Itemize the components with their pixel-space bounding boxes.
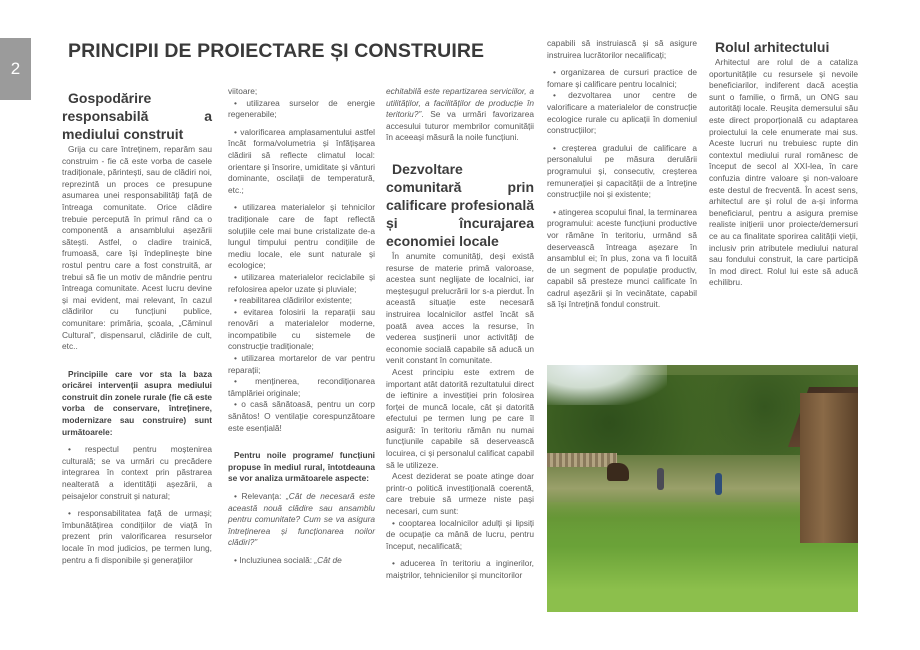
paragraph xyxy=(228,491,375,549)
text-run: Pentru noile programe/ funcțiuni propuse în mediul rural, întotdeauna se vor analiza următoarele aspecte: xyxy=(228,450,375,484)
paragraph xyxy=(386,471,534,517)
paragraph xyxy=(228,399,375,434)
text-run: • respectul pentru moștenirea culturală; se va urmări cu precădere integrarea în context prin păstrarea nealterată a identității așezării, a peisajelor construit și natural; xyxy=(62,444,212,501)
paragraph xyxy=(62,444,212,502)
text-run: • responsabilitatea față de urmași; îmbunătățirea condițiilor de viață în prezent prin valorificarea resurselor locale în mod judicios, pe termen lung, pentru a fi disponibile și generațiilor xyxy=(62,508,212,565)
text-run: Acest deziderat se poate atinge doar printr-o politică investițională coerentă, care trebuie să urmeze niste pași necesari, cum sunt: xyxy=(386,471,534,517)
paragraph xyxy=(62,508,212,566)
paragraph xyxy=(228,86,375,98)
text-column-5 xyxy=(709,38,858,289)
paragraph xyxy=(228,127,375,197)
text-run: • aducerea în teritoriu a inginerilor, maiștrilor, tehnicienilor și muncitorilor xyxy=(386,558,534,580)
text-run: • Incluziunea socială: xyxy=(234,554,315,565)
text-run: În anumite comunități, deși există resurse de materie primă valoroase, acestea sunt neglijate de localnici, iar meșteșugul prelucrării lor s-a pierdut. În această situație este necesară instruirea localnicilor astfel încât să poată avea acces la resurse, în vederea susținerii unor activități de economie socială capabile să aducă un venit constant în comunitate. xyxy=(386,250,534,366)
italic-quote: echitabilă este repartizarea serviciilor, a utilităților, a facilităților de producție în teritoriu?” xyxy=(386,86,534,120)
text-run: • valorificarea amplasamentului astfel încât forma/volumetria și înfățișarea clădirii să reflecte climatul local: orientare și însorire, umiditate și vânturi dominante, oscilații de temperatură, etc.; xyxy=(228,126,375,195)
section-heading xyxy=(62,89,212,143)
bold-intro-paragraph xyxy=(62,369,212,439)
rural-construction-photo xyxy=(547,365,858,612)
paragraph xyxy=(228,98,375,121)
paragraph xyxy=(547,38,697,61)
paragraph xyxy=(386,518,534,553)
italic-quote: „Cât de xyxy=(314,554,342,565)
text-column-1 xyxy=(62,89,212,566)
paragraph xyxy=(228,202,375,272)
text-column-2 xyxy=(228,86,375,567)
bold-intro-paragraph xyxy=(228,450,375,485)
photo-barn xyxy=(800,393,858,543)
section-heading xyxy=(709,38,858,56)
paragraph xyxy=(386,367,534,471)
photo-worker xyxy=(657,468,664,490)
photo-worker xyxy=(715,473,722,495)
paragraph xyxy=(547,143,697,201)
text-run: viitoare; xyxy=(228,86,258,96)
text-run: Dezvoltare comunitară prin calificare profesională și încurajarea economiei locale xyxy=(386,160,534,249)
paragraph xyxy=(386,558,534,581)
text-run: • atingerea scopului final, la terminarea programului: aceste funcțiuni productive vor rămâne în teritoriu, urmând să deservească întreaga așezare în ansamblul ei; în plus, zona va fi locuită de un segment de populație productiv, capabil să presteze munci calificate în cadrul așezării și în vecinătate, capabil să își întrețină fondul construit. xyxy=(547,206,697,310)
text-run: • utilizarea materialelor și tehnicilor tradiționale care de fapt reflectă soluțiile cele mai bune cristalizate de-a lungul timpului pentru condițiile de mediu locale, ele sunt naturale și ecologice; xyxy=(228,202,375,271)
text-run: • Relevanța: xyxy=(234,491,287,501)
text-run: • menținerea, recondiționarea tâmplăriei originale; xyxy=(228,376,375,398)
paragraph xyxy=(547,207,697,311)
text-run: • dezvoltarea unor centre de valorificare a materialelor de construcție ecologice rurale cu aplicații în domeniul construcțiilor; xyxy=(547,90,697,136)
text-column-3 xyxy=(386,86,534,582)
text-run: Arhitectul are rolul de a cataliza oportunitățile cu resursele și nevoile beneficiarilor, indiferent dacă aceștia sunt o familie, o firmă, un ONG sau autorități locale. Reușita demersului său este direct proporțională cu adaptarea proiectului la cele enumerate mai sus. Aceste lucruri nu trebuiesc rupte din contextul mediului rural românesc de început de secol al XXI-lea, în care confuzia dintre valoare și non-valoare este destul de frecventă. În acest sens, arhitectul are și rolul de a-și informa beneficiarul, pentru a asigura premise realiste inițierii unor proiecte/demersuri ce au ca finalitate sporirea calității vieții, inclusiv prin atributele mediului natural sau fondului construit, la care participă în mod direct. Rolul lui este să aducă echilibru. xyxy=(709,57,858,288)
text-run: • evitarea folosirii la reparații sau renovări a materialelor moderne, incompatibile cu sistemele de construcție tradiționale; xyxy=(228,306,375,352)
paragraph xyxy=(228,376,375,399)
text-run: Principiile care vor sta la baza oricărei intervenții asupra mediului construit din zonele rurale (fie că este vorba de conservare, întreținere, modernizare sau construire) sunt următoarele: xyxy=(62,368,212,437)
paragraph xyxy=(547,90,697,136)
text-run: Rolul arhitectului xyxy=(715,39,830,55)
paragraph xyxy=(547,67,697,90)
page-title: PRINCIPII DE PROIECTARE ȘI CONSTRUIRE xyxy=(68,40,485,62)
paragraph xyxy=(386,86,534,144)
paragraph xyxy=(62,144,212,353)
text-run: • utilizarea materialelor reciclabile și refolosirea apelor uzate și pluviale; xyxy=(228,271,375,294)
italic-quote: „Cât de necesară este această nouă clădire sau ansamblu pentru comunitate? Cum se va asigura întreținerea și funcționarea noilor clădiri?” xyxy=(228,491,375,548)
photo-horse xyxy=(607,463,629,481)
photo-fence xyxy=(547,453,617,467)
text-column-4 xyxy=(547,38,697,311)
paragraph xyxy=(228,555,375,567)
text-run: • cooptarea localnicilor adulți și lipsiți de ocupație ca mână de lucru, pentru început, necalificată; xyxy=(386,517,534,551)
text-run: capabili să instruiască și să asigure instruirea lucrătorilor necalificați; xyxy=(547,38,697,60)
paragraph xyxy=(228,307,375,353)
text-run: Acest principiu este extrem de important atât datorită rezultatului direct de ieftinire a investiției prin folosirea forței de muncă locale, cât și datorită efectului pe termen lung pe care îl asigură: în teritoriu rămân nu numai funcțiunile capabile să deservească locuirea, ci și personalul calificat capabil să le utilizeze. xyxy=(386,366,534,470)
text-run: • creșterea gradului de calificare a personalului pe măsura derulării programului și, consecutiv, creșterea remunerației și capacității de a întreține construcțiile noi și existente; xyxy=(547,142,697,200)
paragraph xyxy=(228,295,375,307)
paragraph xyxy=(709,57,858,289)
paragraph xyxy=(386,251,534,367)
text-run: Gospodărire responsabilă a mediului construit xyxy=(62,90,212,142)
page-number-tab xyxy=(0,38,31,100)
paragraph xyxy=(228,272,375,295)
text-run: . Se va urmări favorizarea accesului tuturor membrilor comunității în aceeași măsură la noile funcțiuni. xyxy=(386,109,534,143)
text-run: • organizarea de cursuri practice de fomare și calificare pentru localnici; xyxy=(547,67,697,89)
photo-sky xyxy=(547,365,667,405)
paragraph xyxy=(228,353,375,376)
text-run: • o casă sănătoasă, pentru un corp sănătos! O ventilație corespunzătoare este esențială! xyxy=(228,399,375,433)
text-run: • reabilitarea clădirilor existente; xyxy=(234,295,352,306)
text-run: • utilizarea mortarelor de var pentru reparații; xyxy=(228,353,375,375)
page-number: 2 xyxy=(10,59,21,78)
text-run: • utilizarea surselor de energie regenerabile; xyxy=(228,97,375,120)
text-run: Grija cu care întreținem, reparăm sau construim - fie că este vorba de casele tradiționale, părintești, sau de clădiri noi, reprezintă un proces ce presupune asumarea unei responsabilități față de întreaga comunitate. Orice clădire trebuie percepută în primul rând ca o componentă a ansamblului așezării sătești. Astfel, o cladire trainică, frumoasă, care își îndeplinește bine rostul pentru care a fost construită, ar trebui să fie un motiv de mândrie pentru întreaga comunitate. Acest lucru devine și mai evident, mai relevant, în cazul clădirilor cu funcțiuni publice, comunitare: primăria, școala, „Căminul Cultural”, dispensarul, clădirile de cult, etc.. xyxy=(62,144,212,352)
section-heading xyxy=(386,160,534,250)
